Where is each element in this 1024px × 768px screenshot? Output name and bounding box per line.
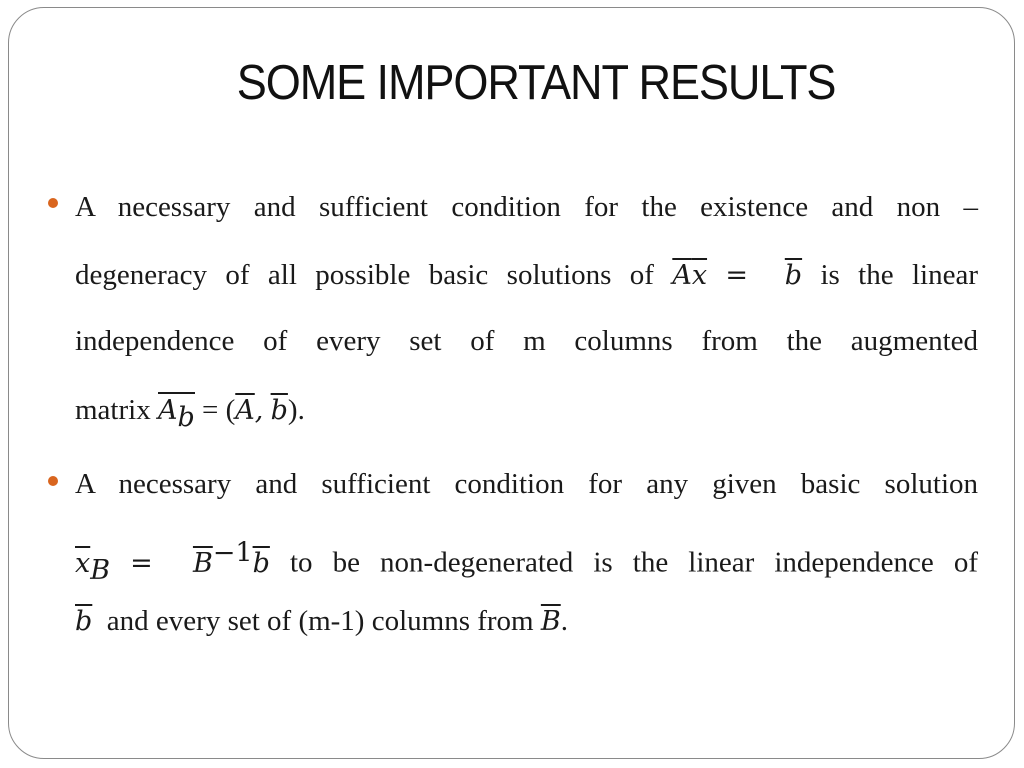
slide-title: SOME IMPORTANT RESULTS (236, 56, 836, 110)
math-A-b-bar (158, 392, 195, 432)
slide-frame (8, 7, 1015, 759)
math-B-bar: $\overline{B}$ (192, 547, 213, 579)
bullet-1-line-1: A necessary and sufficient condition for the existence and non – (75, 191, 978, 223)
math-close-paren: ) (287, 394, 298, 426)
bullet-1-line-4 (75, 392, 305, 432)
math-b-bar: $\overline{b}$ (270, 395, 288, 426)
math-A: A (157, 395, 178, 426)
math-x-bar: $\overline{x}$ (75, 547, 91, 579)
math-comma: , (254, 395, 264, 426)
math-b-bar: $\overline{b}$ (252, 547, 270, 579)
bullet-1-line-2 (75, 258, 978, 293)
bullet-1-line-3: independence of every set of m columns from the augmented (75, 325, 978, 357)
text-fragment: . (560, 605, 568, 637)
math-A-bar: $\overline{A}$ (235, 395, 255, 426)
text-fragment: to be non-degenerated is the linear independence of (289, 546, 979, 579)
text-fragment: matrix (75, 394, 151, 426)
math-equals: = (130, 547, 153, 579)
text-fragment: degeneracy of all possible basic solutions of (75, 259, 654, 291)
bullet-2-line-2 (75, 536, 978, 587)
bullet-2-line-3 (75, 604, 568, 639)
text-fragment: and every set of (m-1) columns from (106, 605, 534, 637)
text-fragment: . (297, 394, 305, 426)
bullet-2-line-1: A necessary and sufficient condition for any given basic solution (75, 468, 978, 500)
math-equals-paren: = ( (202, 394, 236, 426)
math-b-bar: $\overline{b}$ (75, 606, 93, 637)
bullet-marker (48, 198, 58, 208)
math-subscript-b: b (177, 401, 195, 433)
math-b-bar: $\overline{b}$ (784, 260, 803, 291)
text-fragment: is the linear (820, 259, 979, 291)
equation-basic-solution (75, 537, 270, 586)
math-x-bar: $\overline{x}$ (691, 260, 708, 291)
math-superscript: −1 (212, 537, 253, 568)
math-A-bar: $\overline{A}$ (672, 260, 692, 291)
equation-system (672, 259, 802, 291)
math-equals: = (725, 260, 749, 291)
math-subscript-B: B (90, 554, 111, 586)
bullet-marker (48, 476, 58, 486)
math-B-bar: $\overline{B}$ (540, 606, 561, 637)
